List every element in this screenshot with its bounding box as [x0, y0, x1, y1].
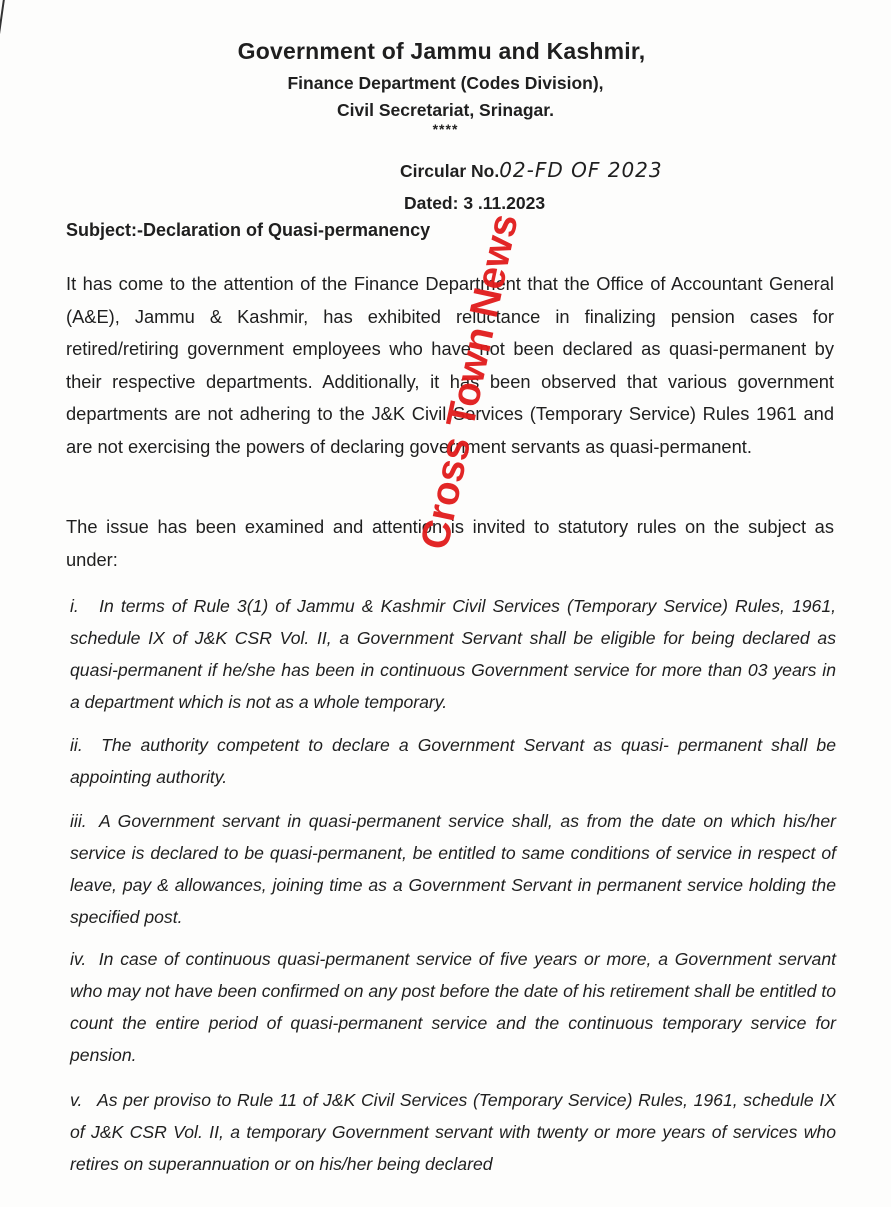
- rule-text: In case of continuous quasi-permanent service of five years or more, a Government servant who may not have been confirmed on any post before the date of his retirement shall be entitled to count the entire period of quasi-permanent service and the continuous temporary service for pension.: [70, 949, 837, 1065]
- subject-line: Subject:-Declaration of Quasi-permanency: [66, 220, 431, 240]
- circular-number-handwritten: 02-FD OF 2023: [499, 158, 663, 182]
- intro-paragraph: It has come to the attention of the Finance Department that the Office of Accountant General (A&E), Jammu & Kashmir, has exhibited reluctance in finalizing pension cases for retired/retiring government employees who have not been declared as quasi-permanent by their respective departments. Additionally, it has been observed that various government departments are not adhering to the J&K Civil Services (Temporary Service) Rules 1961 and are not exercising the powers of declaring government servants as quasi-permanent.: [66, 273, 834, 457]
- government-title: Government of Jammu and Kashmir,: [237, 38, 646, 64]
- list-item: [70, 1084, 836, 1180]
- letterhead: [0, 38, 891, 137]
- rule-number: iii.: [70, 811, 87, 831]
- secretariat-location: Civil Secretariat, Srinagar.: [337, 100, 554, 120]
- watermark-text: Cross Town News: [412, 210, 527, 554]
- rule-text: In terms of Rule 3(1) of Jammu & Kashmir Civil Services (Temporary Service) Rules, 1961, schedule IX of J&K CSR Vol. II, a Government Servant shall be eligible for being declared as quasi-permanent if he/she has been in continuous Government service for more than 03 years in a department which is not as a whole temporary.: [70, 596, 836, 712]
- list-item: [70, 943, 836, 1071]
- rule-text: As per proviso to Rule 11 of J&K Civil Services (Temporary Service) Rules, 1961, schedule IX of J&K CSR Vol. II, a temporary Government servant with twenty or more years of services who retires on superannuation or on his/her being declared: [70, 1090, 836, 1174]
- list-item: [70, 729, 836, 793]
- department-title: Finance Department (Codes Division),: [287, 73, 604, 93]
- rule-number: i.: [70, 596, 79, 616]
- dated-value: 3 .11.2023: [463, 193, 546, 213]
- circular-number: [400, 158, 663, 182]
- circular-label: Circular No.: [400, 161, 500, 181]
- circular-date: [404, 193, 545, 214]
- rule-number: iv.: [70, 949, 87, 969]
- examination-paragraph: The issue has been examined and attention is invited to statutory rules on the subject as under:: [66, 516, 834, 570]
- rule-number: ii.: [70, 735, 83, 755]
- rule-number: v.: [70, 1090, 83, 1110]
- rule-text: The authority competent to declare a Government Servant as quasi- permanent shall be appointing authority.: [70, 735, 837, 787]
- page-edge-mark: [0, 0, 11, 40]
- list-item: [70, 805, 836, 933]
- dated-label: Dated:: [404, 193, 459, 213]
- list-item: [70, 590, 836, 718]
- rule-text: A Government servant in quasi-permanent service shall, as from the date on which his/her service is declared to be quasi-permanent, be entitled to same conditions of service in respect of leave, pay & allowances, joining time as a Government Servant in permanent service holding the specified post.: [70, 811, 836, 927]
- header-separator: ****: [432, 121, 459, 137]
